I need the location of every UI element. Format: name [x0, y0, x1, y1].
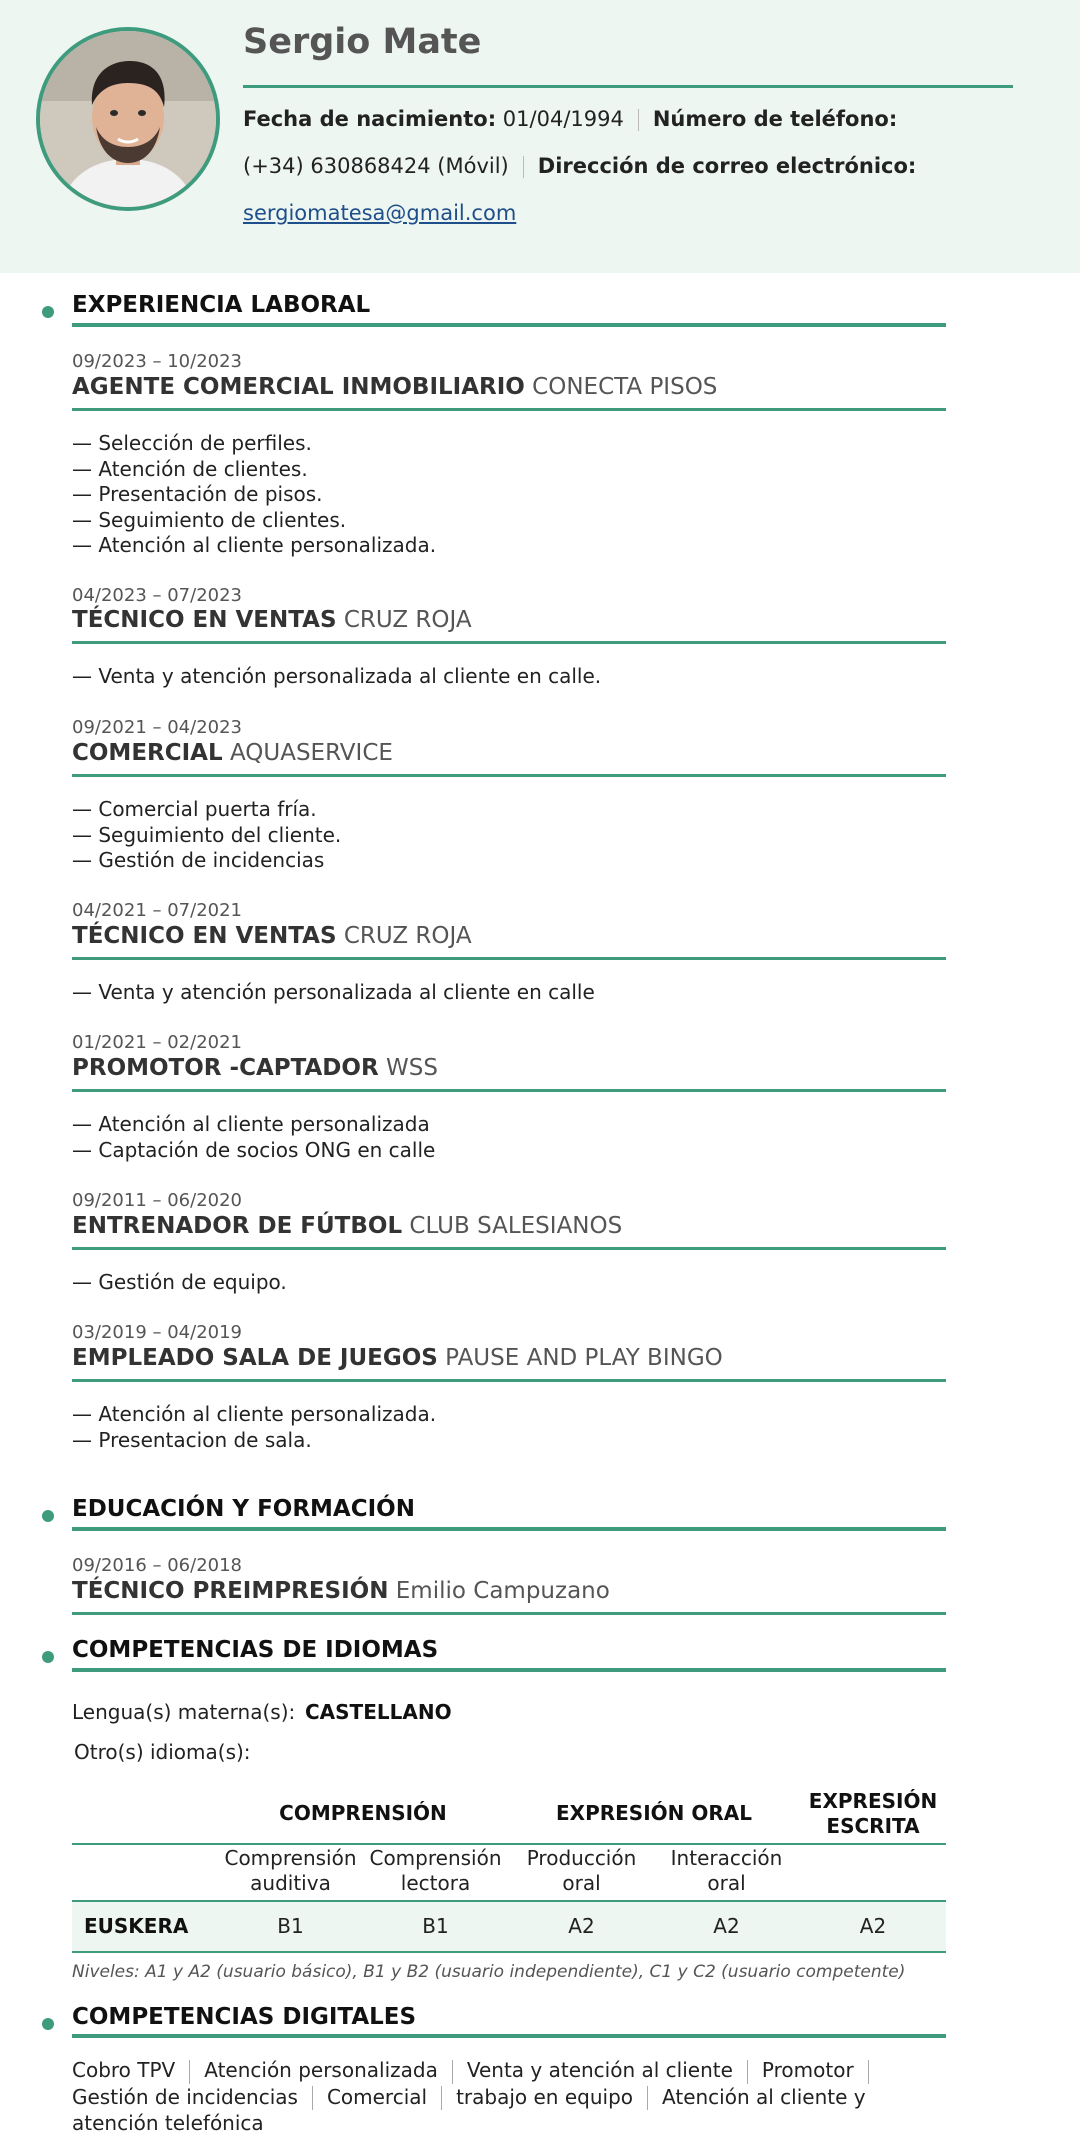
contact-line-3 [243, 201, 516, 225]
bullet-item: — Presentacion de sala. [72, 1427, 312, 1452]
header-expresion-escrita [800, 1789, 946, 1839]
separator [441, 2086, 442, 2110]
table-divider [72, 1843, 946, 1845]
entry-org: CRUZ ROJA [343, 923, 472, 949]
mother-tongue-label: Lengua(s) materna(s): [72, 1700, 296, 1724]
level-cell: A2 [859, 1914, 887, 1938]
entry-date: 09/2016 – 06/2018 [72, 1555, 242, 1576]
entry-divider [72, 774, 946, 777]
section-divider [72, 323, 946, 327]
mother-tongue-value: CASTELLANO [305, 1700, 452, 1724]
entry-divider [72, 408, 946, 411]
entry-org: Emilio Campuzano [395, 1578, 610, 1604]
entry-date: 01/2021 – 02/2021 [72, 1032, 242, 1053]
subheader-interaccion-oral [654, 1846, 799, 1896]
entry-title [72, 923, 472, 949]
other-languages-label: Otro(s) idioma(s): [74, 1740, 251, 1764]
person-photo-icon [40, 31, 216, 207]
subheader-line: Interacción [670, 1846, 783, 1870]
entry-title [72, 607, 472, 633]
subheader-line: Comprensión [224, 1846, 357, 1870]
bullet-item: — Gestión de incidencias [72, 848, 325, 872]
subheader-comprension-auditiva [218, 1846, 363, 1896]
entry-divider [72, 641, 946, 644]
separator [312, 2086, 313, 2110]
phone-label: Número de teléfono: [652, 107, 898, 131]
entry-role: AGENTE COMERCIAL INMOBILIARIO [72, 374, 525, 400]
bullet-item: — Seguimiento de clientes. [72, 507, 347, 532]
skill-item: Cobro TPV [72, 2058, 176, 2082]
bullet-item: — Captación de socios ONG en calle [72, 1137, 436, 1162]
bullet-item: — Selección de perfiles. [72, 431, 312, 455]
section-bullet [42, 1510, 54, 1522]
section-bullet [42, 2018, 54, 2030]
entry-date: 04/2021 – 07/2021 [72, 900, 242, 921]
entry-role: TÉCNICO EN VENTAS [72, 923, 337, 949]
section-divider [72, 2034, 946, 2038]
entry-role: EMPLEADO SALA DE JUEGOS [72, 1345, 438, 1371]
entry-org: CRUZ ROJA [343, 607, 472, 633]
profile-photo [36, 27, 220, 211]
birth-label: Fecha de nacimiento: [243, 107, 497, 131]
bullet-item: — Atención de clientes. [72, 456, 308, 481]
bullet-item: — Venta y atención personalizada al cliente en calle [72, 980, 595, 1004]
entry-title [72, 1055, 438, 1081]
entry-divider [72, 1089, 946, 1092]
header [0, 0, 1080, 273]
separator [638, 109, 639, 131]
entry-bullets [72, 1270, 287, 1296]
entry-role: TÉCNICO PREIMPRESIÓN [72, 1578, 389, 1604]
entry-date: 09/2021 – 04/2023 [72, 717, 242, 738]
header-line: EXPRESIÓN [808, 1789, 938, 1813]
entry-bullets [72, 797, 341, 874]
level-cell: B1 [422, 1914, 449, 1938]
name-divider [243, 85, 1013, 88]
entry-title [72, 1345, 723, 1371]
entry-divider [72, 1247, 946, 1250]
entry-bullets [72, 1402, 436, 1453]
skill-item: Venta y atención al cliente [466, 2058, 733, 2082]
section-title-languages: COMPETENCIAS DE IDIOMAS [72, 1637, 439, 1663]
level-cell: A2 [713, 1914, 740, 1938]
entry-divider [72, 1379, 946, 1382]
entry-org: CONECTA PISOS [532, 374, 718, 400]
subheader-line: auditiva [250, 1871, 331, 1895]
bullet-item: — Atención al cliente personalizada. [72, 1402, 437, 1426]
entry-divider [72, 1612, 946, 1615]
entry-org: AQUASERVICE [229, 740, 393, 766]
header-line: ESCRITA [826, 1814, 920, 1838]
entry-date: 03/2019 – 04/2019 [72, 1322, 242, 1343]
entry-title [72, 374, 717, 400]
contact-line-1 [243, 107, 897, 131]
entry-org: WSS [385, 1055, 438, 1081]
entry-bullets [72, 664, 601, 690]
subheader-line: Comprensión [369, 1846, 502, 1870]
entry-divider [72, 957, 946, 960]
contact-line-2 [243, 154, 916, 178]
section-divider [72, 1527, 946, 1531]
subheader-line: Producción [526, 1846, 637, 1870]
entry-date: 09/2023 – 10/2023 [72, 351, 242, 372]
section-title-digital: COMPETENCIAS DIGITALES [72, 2004, 417, 2030]
entry-bullets [72, 431, 436, 559]
separator [189, 2060, 190, 2084]
bullet-item: — Atención al cliente personalizada [72, 1112, 430, 1136]
level-cell: B1 [277, 1914, 304, 1938]
email-link[interactable]: sergiomatesa@gmail.com [243, 201, 517, 225]
subheader-line: lectora [400, 1871, 471, 1895]
header-expresion-oral: EXPRESIÓN ORAL [556, 1801, 752, 1825]
entry-title [72, 740, 393, 766]
levels-note: Niveles: A1 y A2 (usuario básico), B1 y B2 (usuario independiente), C1 y C2 (usuario competente) [72, 1962, 906, 1982]
entry-date: 04/2023 – 07/2023 [72, 585, 242, 606]
bullet-item: — Seguimiento del cliente. [72, 822, 342, 847]
birth-value: 01/04/1994 [502, 107, 624, 131]
entry-org: PAUSE AND PLAY BINGO [445, 1345, 723, 1371]
subheader-line: oral [707, 1871, 746, 1895]
entry-role: ENTRENADOR DE FÚTBOL [72, 1213, 403, 1239]
entry-role: COMERCIAL [72, 740, 223, 766]
skill-item: Promotor [761, 2058, 854, 2082]
separator [523, 156, 524, 178]
separator [868, 2060, 869, 2084]
separator [647, 2086, 648, 2110]
separator [747, 2060, 748, 2084]
entry-org: CLUB SALESIANOS [409, 1213, 623, 1239]
section-title-education: EDUCACIÓN Y FORMACIÓN [72, 1496, 415, 1522]
bullet-item: — Venta y atención personalizada al cliente en calle. [72, 664, 602, 688]
entry-role: TÉCNICO EN VENTAS [72, 607, 337, 633]
skill-item: Gestión de incidencias [72, 2084, 298, 2109]
language-name: EUSKERA [84, 1914, 189, 1938]
separator [452, 2060, 453, 2084]
entry-title [72, 1213, 622, 1239]
bullet-item: — Atención al cliente personalizada. [72, 533, 437, 557]
entry-date: 09/2011 – 06/2020 [72, 1190, 242, 1211]
entry-bullets [72, 1112, 435, 1163]
section-divider [72, 1668, 946, 1672]
phone-value: (+34) 630868424 (Móvil) [243, 154, 509, 178]
skills-list [72, 2057, 912, 2136]
skill-item: Atención personalizada [204, 2058, 438, 2082]
header-comprension: COMPRENSIÓN [279, 1801, 447, 1825]
entry-role: PROMOTOR -CAPTADOR [72, 1055, 379, 1081]
skill-item: Comercial [326, 2084, 428, 2109]
section-bullet [42, 306, 54, 318]
subheader-produccion-oral [509, 1846, 654, 1896]
level-cell: A2 [568, 1914, 595, 1938]
skill-item: Atención al cliente y atención telefónica [72, 2084, 866, 2135]
entry-title [72, 1578, 610, 1604]
bullet-item: — Presentación de pisos. [72, 482, 323, 506]
table-divider [72, 1951, 946, 1953]
entry-bullets [72, 980, 595, 1006]
section-bullet [42, 1651, 54, 1663]
candidate-name: Sergio Mate [243, 22, 482, 62]
bullet-item: — Comercial puerta fría. [72, 797, 317, 821]
section-title-experience: EXPERIENCIA LABORAL [72, 292, 371, 318]
email-label: Dirección de correo electrónico: [537, 154, 917, 178]
subheader-comprension-lectora [363, 1846, 508, 1896]
bullet-item: — Gestión de equipo. [72, 1270, 287, 1294]
subheader-line: oral [562, 1871, 601, 1895]
skill-item: trabajo en equipo [456, 2084, 634, 2109]
